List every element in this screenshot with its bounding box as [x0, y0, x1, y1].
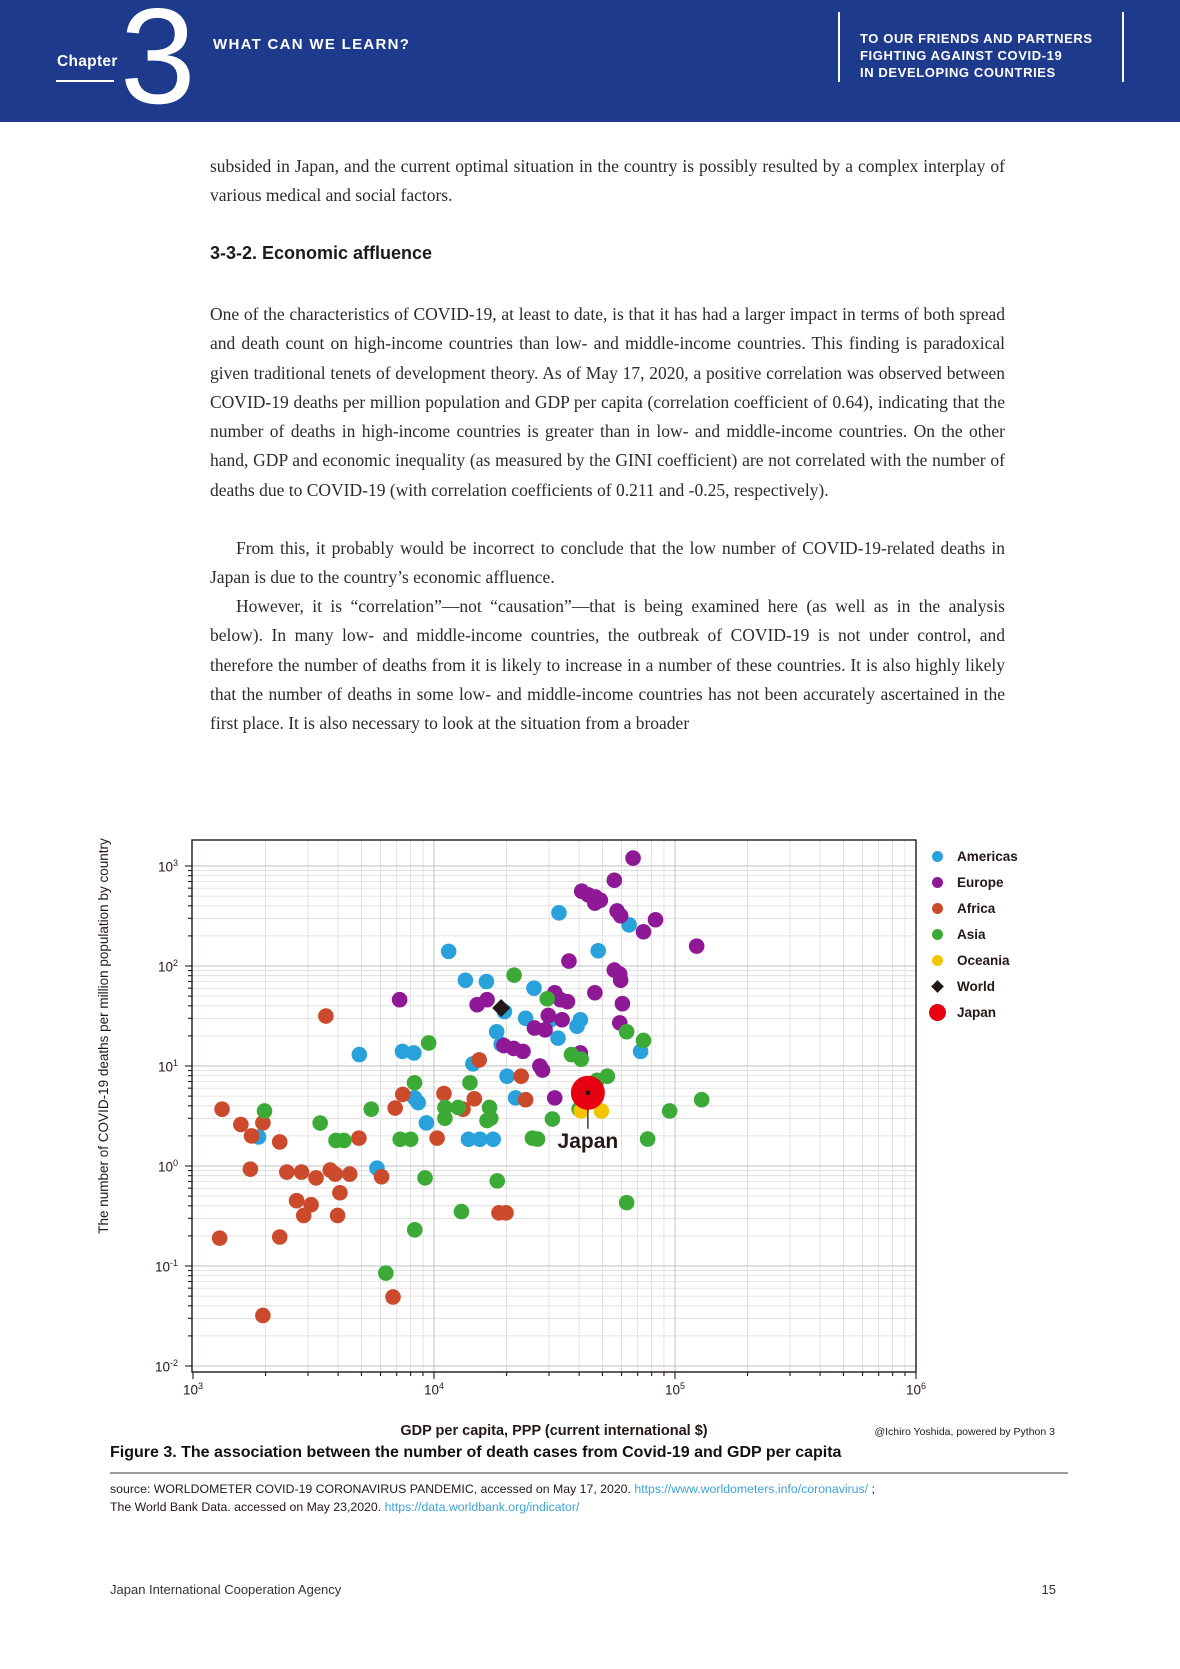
figure-caption: Figure 3. The association between the number of death cases from Covid-19 and GDP per capita: [110, 1444, 842, 1461]
chart-credit: @Ichiro Yoshida, powered by Python 3: [874, 1426, 1055, 1438]
legend-label: World: [957, 978, 995, 994]
source-text: source: WORLDOMETER COVID-19 CORONAVIRUS PANDEMIC, accessed on May 17, 2020.: [110, 1482, 635, 1496]
section-heading: 3-3-2. Economic affluence: [210, 243, 433, 263]
x-tick-label: $10^4$: [423, 1381, 445, 1398]
worldbank-link[interactable]: https://data.worldbank.org/indicator/: [384, 1499, 580, 1514]
japan-annotation-label: Japan: [557, 1129, 619, 1153]
x-tick-label: $10^5$: [664, 1381, 686, 1398]
circle-marker-icon: [928, 851, 946, 862]
legend-label: Japan: [957, 1004, 997, 1020]
legend-item-japan: [928, 999, 1018, 1025]
circle-marker-icon: [928, 955, 946, 966]
legend-label: Africa: [957, 900, 996, 916]
legend-item-oceania: [928, 947, 1018, 973]
y-tick-label: $10^1$: [157, 1057, 178, 1075]
chapter-label: Chapter: [57, 53, 118, 70]
gridlines: [192, 840, 916, 1372]
x-axis-title: GDP per capita, PPP (current international $): [400, 1423, 708, 1439]
circle-marker-icon: [928, 903, 946, 914]
source-text: The World Bank Data. accessed on May 23,2020.: [110, 1499, 385, 1514]
y-tick-label: $10^3$: [157, 857, 178, 875]
body-paragraph: From this, it probably would be incorrect to conclude that the low number of COVID-19-related deaths in Japan is due to the country’s economic affluence.: [210, 538, 1005, 588]
body-paragraph: One of the characteristics of COVID-19, at least to date, is that it has had a larger impact in terms of both spread and death count on high-income countries than low- and middle-income countries. This finding is paradoxical given traditional tenets of development theory. As of May 17, 2020, a positive correlation was observed between COVID-19 deaths per million population and GDP per capita (correlation coefficient of 0.64), indicating that the number of deaths in high-income countries is greater than in low- and middle-income countries. On the other hand, GDP and economic inequality (as measured by the GINI coefficient) are not correlated with the number of deaths due to COVID-19 (with correlation coefficients of 0.211 and -0.25, respectively).: [210, 304, 1005, 500]
tagline-line: FIGHTING AGAINST COVID-19: [860, 48, 1063, 63]
circle-marker-icon: [928, 877, 946, 888]
y-tick-label: $10^2$: [157, 957, 178, 975]
tagline-line: TO OUR FRIENDS AND PARTNERS: [860, 31, 1093, 46]
x-tick-label: $10^6$: [905, 1381, 927, 1398]
legend-label: Oceania: [957, 952, 1010, 968]
diamond-marker-icon: [928, 982, 946, 991]
y-axis-title: The number of COVID-19 deaths per million population by country: [96, 838, 111, 1234]
worldometers-link[interactable]: https://www.worldometers.info/coronavirus/: [634, 1482, 869, 1496]
chart-legend: [928, 843, 1018, 1025]
legend-label: Europe: [957, 874, 1004, 890]
footer-organization: Japan International Cooperation Agency: [110, 1582, 342, 1597]
series-europe: [392, 850, 705, 1105]
x-tick-label: $10^3$: [182, 1381, 204, 1398]
circle-marker-icon: [928, 1004, 946, 1021]
chapter-title: WHAT CAN WE LEARN?: [213, 36, 411, 53]
legend-label: Americas: [957, 848, 1018, 864]
body-paragraph: However, it is “correlation”—not “causation”—that is being examined here (as well as in the analysis below). In many low- and middle-income countries, the outbreak of COVID-19 is not under control, and therefore the number of deaths from it is likely to increase in a number of these countries. It is also highly likely that the number of deaths in some low- and middle-income countries has not been accurately ascertained in the first place. It is also necessary to look at the situation from a broader: [210, 596, 1005, 734]
source-text: ;: [868, 1482, 875, 1496]
divider-rule: [110, 1472, 1068, 1474]
source-line: [110, 1499, 875, 1517]
legend-item-americas: [928, 843, 1018, 869]
page-number: 15: [1041, 1582, 1056, 1597]
y-tick-label: $10^{-1}$: [154, 1257, 178, 1275]
tagline-line: IN DEVELOPING COUNTRIES: [860, 65, 1056, 80]
series-japan: [571, 1076, 605, 1129]
chapter-number: 3: [120, 0, 196, 132]
body-paragraph: subsided in Japan, and the current optimal situation in the country is possibly resulted by a complex interplay of various medical and social factors.: [210, 156, 1005, 206]
legend-item-africa: [928, 895, 1018, 921]
source-line: [110, 1481, 875, 1499]
legend-item-world: [928, 973, 1018, 999]
legend-label: Asia: [957, 926, 986, 942]
y-tick-label: $10^{-2}$: [154, 1357, 178, 1375]
y-tick-label: $10^0$: [157, 1157, 178, 1175]
circle-marker-icon: [928, 929, 946, 940]
legend-item-asia: [928, 921, 1018, 947]
legend-item-europe: [928, 869, 1018, 895]
figure-source: [110, 1481, 875, 1516]
